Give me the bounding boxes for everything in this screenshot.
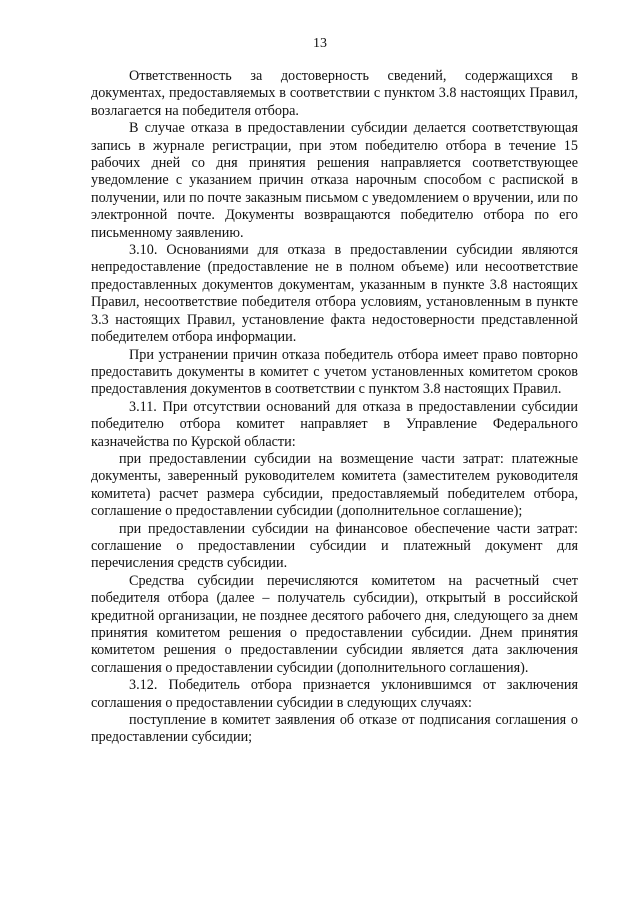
paragraph-financial-support: при предоставлении субсидии на финансовое обеспечение части затрат: соглашение о предоставлении субсидии и платежный документ для перечисления средств субсидии. xyxy=(91,520,578,572)
paragraph-refusal-statement: поступление в комитет заявления об отказе от подписания соглашения о предоставлении субсидии; xyxy=(91,712,578,746)
paragraph-resubmission: При устранении причин отказа победитель отбора имеет право повторно предоставить документы в комитет с учетом установленных комитетом сроков предоставления документов в соответствии с пунктом 3.8 настоящих Правил. xyxy=(91,346,578,398)
paragraph-3-11-treasury: 3.11. При отсутствии оснований для отказа в предоставлении субсидии победителю отбора комитет направляет в Управление Федерального казначейства по Курской области: xyxy=(91,398,578,450)
document-body xyxy=(91,68,578,747)
paragraph-refusal-notice: В случае отказа в предоставлении субсидии делается соответствующая запись в журнале регистрации, при этом победителю отбора в течение 15 рабочих дней со дня принятия решения направляется соответствующее уведомление с указанием причин отказа нарочным способом с распиской в получении, или по почте заказным письмом с уведомлением о вручении, или по электронной почте. Документы возвращаются победителю отбора по его письменному заявлению. xyxy=(91,120,578,241)
paragraph-funds-transfer: Средства субсидии перечисляются комитетом на расчетный счет победителя отбора (далее – получатель субсидии), открытый в российской кредитной организации, не позднее десятого рабочего дня, следующего за днем принятия комитетом решения о предоставлении субсидии. Днем принятия комитетом решения о предоставлении субсидии является дата заключения соглашения о предоставлении субсидии (дополнительного соглашения). xyxy=(91,572,578,676)
paragraph-3-10-grounds: 3.10. Основаниями для отказа в предоставлении субсидии являются непредоставление (предоставление не в полном объеме) или несоответствие предоставленных документов документам, указанным в пункте 3.8 настоящих Правил, несоответствие победителя отбора условиям, установленным в пункте 3.3 настоящих Правил, установление факта недостоверности представленной победителем отбора информации. xyxy=(91,242,578,346)
page-number: 13 xyxy=(313,36,327,51)
paragraph-responsibility: Ответственность за достоверность сведений, содержащихся в документах, предоставляемых в соответствии с пунктом 3.8 настоящих Правил, возлагается на победителя отбора. xyxy=(91,68,578,119)
paragraph-cost-reimbursement: при предоставлении субсидии на возмещение части затрат: платежные документы, заверенный руководителем комитета (заместителем руководителя комитета) расчет размера субсидии, предоставляемый победителем отбора, соглашение о предоставлении субсидии (дополнительное соглашение); xyxy=(91,450,578,520)
paragraph-3-12-evasion: 3.12. Победитель отбора признается уклонившимся от заключения соглашения о предоставлении субсидии в следующих случаях: xyxy=(91,677,578,711)
